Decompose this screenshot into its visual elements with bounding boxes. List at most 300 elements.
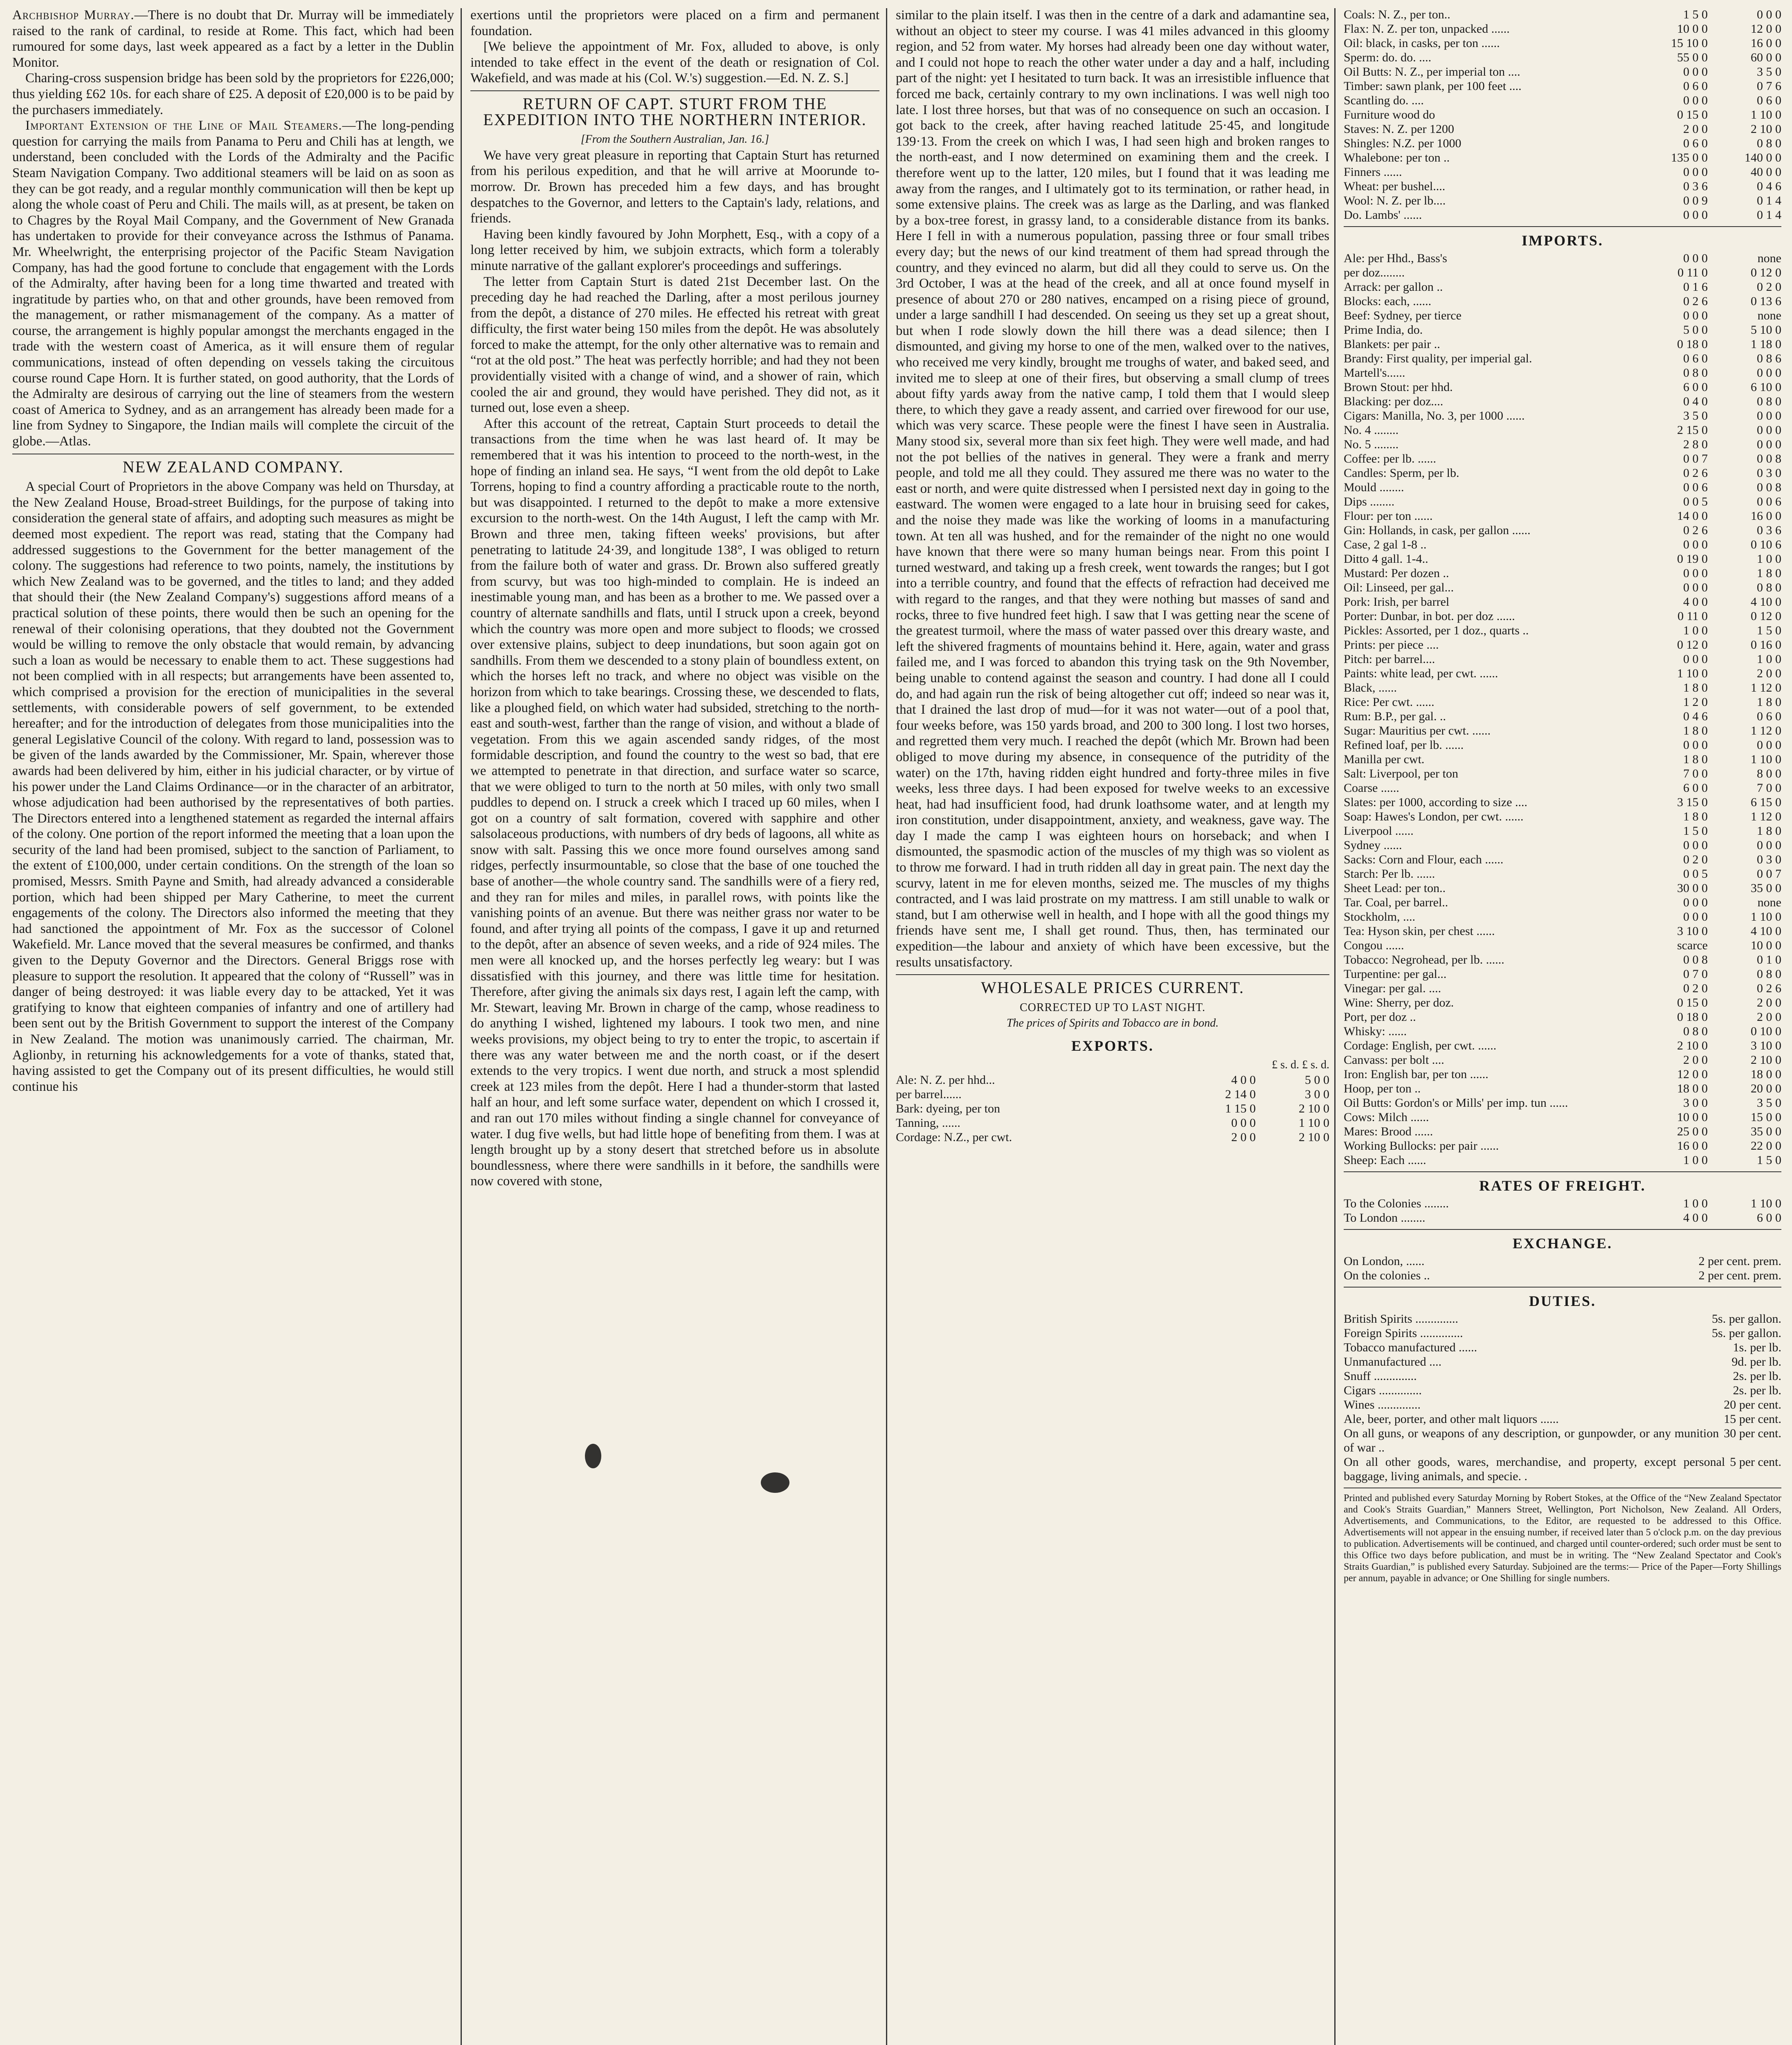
price-row: [1344, 1067, 1781, 1081]
price-item: Oil: black, in casks, per ton ......: [1344, 36, 1500, 50]
price-low: 1 15 0: [1225, 1102, 1256, 1116]
price-item: Dips ........: [1344, 495, 1395, 508]
price-high: 140 0 0: [1745, 151, 1781, 164]
price-item: Black, ......: [1344, 681, 1397, 694]
price-low: 2 0 0: [1683, 1053, 1708, 1067]
article-archbishop-body: —There is no doubt that Dr. Murray will be immediately raised to the rank of cardinal, to reside at Rome. This fact, which had been rumoured for some days, last week appeared as a fact by a letter in the Dublin Monitor.: [12, 8, 454, 70]
rate-value: 30 per cent.: [1724, 1427, 1781, 1440]
price-row: [1344, 695, 1781, 709]
price-item: Sheet Lead: per ton..: [1344, 881, 1446, 895]
price-row: [1344, 824, 1781, 838]
heading-capt-sturt: RETURN OF CAPT. STURT FROM THE EXPEDITION INTO THE NORTHERN INTERIOR.: [483, 94, 867, 129]
article-archbishop-lead: Archbishop Murray.: [12, 8, 135, 22]
price-low: 10 0 0: [1677, 1110, 1708, 1124]
price-high: 60 0 0: [1751, 51, 1781, 64]
price-low: 1 5 0: [1683, 824, 1708, 838]
price-row: [1344, 251, 1781, 265]
price-row: [1344, 537, 1781, 552]
price-low: 3 0 0: [1683, 1096, 1708, 1110]
price-high: 0 12 0: [1751, 266, 1781, 279]
price-high: 0 6 0: [1757, 94, 1781, 107]
price-item: Working Bullocks: per pair ......: [1344, 1139, 1499, 1153]
heading-imports: IMPORTS.: [1522, 232, 1603, 249]
price-row: [1344, 895, 1781, 910]
price-row: [1344, 308, 1781, 323]
price-high: 1 0 0: [1757, 652, 1781, 666]
price-high: 2 0 0: [1757, 996, 1781, 1009]
price-row: [1344, 595, 1781, 609]
price-high: 1 5 0: [1757, 1153, 1781, 1167]
price-row: [1344, 122, 1781, 136]
price-low: 3 5 0: [1683, 409, 1708, 422]
price-low: 1 0 0: [1683, 1197, 1708, 1210]
exports-currency-header: £ s. d. £ s. d.: [1272, 1058, 1329, 1071]
rate-item: Ale, beer, porter, and other malt liquors ......: [1344, 1412, 1559, 1426]
wholesale-subtitle: CORRECTED UP TO LAST NIGHT.: [1019, 1001, 1206, 1014]
rate-value: 5s. per gallon.: [1712, 1326, 1781, 1340]
price-row: [1344, 480, 1781, 494]
article-mail-steamers: [12, 118, 454, 449]
rate-value: 15 per cent.: [1724, 1412, 1781, 1426]
price-high: 12 0 0: [1751, 22, 1781, 36]
exports-table-cont: [1344, 7, 1781, 222]
price-item: Refined loaf, per lb. ......: [1344, 738, 1464, 752]
price-low: 55 0 0: [1677, 51, 1708, 64]
price-row: [1344, 280, 1781, 294]
price-low: 2 10 0: [1677, 1039, 1708, 1052]
price-low: 18 0 0: [1677, 1082, 1708, 1095]
price-high: 0 8 0: [1757, 967, 1781, 981]
price-low: 0 0 0: [1683, 838, 1708, 852]
price-row: [896, 1101, 1329, 1116]
price-high: 6 10 0: [1751, 380, 1781, 394]
price-item: Manilla per cwt.: [1344, 753, 1425, 766]
price-row: [1344, 93, 1781, 108]
price-high: 6 0 0: [1757, 1211, 1781, 1225]
price-high: 2 0 0: [1757, 667, 1781, 680]
price-high: 0 0 7: [1757, 867, 1781, 881]
price-high: 15 0 0: [1751, 1110, 1781, 1124]
price-high: 0 3 0: [1757, 853, 1781, 866]
price-item: Whalebone: per ton ..: [1344, 151, 1450, 164]
article-charing-cross: Charing-cross suspension bridge has been sold by the proprietors for £226,000; thus yielding £62 10s. for each share of £25. A deposit of £20,000 is to be paid by the purchasers immediately.: [12, 71, 454, 117]
price-low: 4 0 0: [1231, 1073, 1256, 1087]
price-row: [1344, 795, 1781, 809]
price-item: Flour: per ton ......: [1344, 509, 1433, 523]
price-high: 3 5 0: [1757, 65, 1781, 79]
price-low: 12 0 0: [1677, 1067, 1708, 1081]
price-high: 0 4 6: [1757, 180, 1781, 193]
rate-value: 5s. per gallon.: [1712, 1312, 1781, 1326]
price-low: 0 18 0: [1677, 337, 1708, 351]
price-row: [1344, 1053, 1781, 1067]
price-high: 0 1 4: [1757, 194, 1781, 207]
rate-item: Unmanufactured ....: [1344, 1355, 1442, 1369]
price-high: 0 13 6: [1751, 294, 1781, 308]
price-high: 18 0 0: [1751, 1067, 1781, 1081]
price-row: [1344, 193, 1781, 208]
price-row: [1344, 151, 1781, 165]
price-low: 2 15 0: [1677, 423, 1708, 437]
sturt-p5: similar to the plain itself. I was then in the centre of a dark and adamantine sea, without an object to steer my course. I was 41 miles advanced in this gloomy region, and 52 from water. My horses had already been one day without water, and I could not hope to reach the other water under a day and a half, including part of the night: yet I hesitated to turn back. It was an irresistible influence that forced me back, certainly contrary to my own inclinations. I was well nigh too late. I lost three horses, but that was of no consequence on such an occasion. I got back to the creek, after having reached latitude 25·45, and longitude 139·13. From the creek on which I was, I had seen high and broken ranges to the north-east, and I now determined on examining them and the creek. I therefore went up to the latter, 120 miles, but I found that it was leading me away from the ranges, and I ultimately got to its termination, or rather head, in some extensive plains. The creek was as large as the Darling, and was flanked by a box-tree forest, in grassy land, to a considerable distance from its banks. Here I fell in with a numerous population, passing three or four small tribes every day; but the news of our kind treatment of them had spread through the country, and they evinced no alarm, but did all they could to serve us. On the 3rd October, I was at the head of the creek, and all at once found myself in presence of about 270 or 280 natives, encamped on a rising piece of ground, under a large sandhill I had descended. On seeing us they set up a great shout, but when I rode slowly down the hill there was a dead silence; then I dismounted, and giving my horse to one of the men, walked over to the natives, who received me very kindly, brought me troughs of water, and baked seed, and invited me to sleep at one of their fires, but observing a small clump of trees about fifty yards away from the native camp, I told them that I would sleep there, to which they gave a ready assent, and carried over firewood for our use, which was very scarce. These people were the finest I have seen in Australia. Many stood six, several more than six feet high. They were well made, and had not the pot bellies of the natives in general. They were a frank and merry people, and told me all they could. They assured me there was no water to the east or north, and were quite distressed when I persisted next day in going to the eastward. The women were engaged to a late hour in bruising seed for cakes, and the noise they made was like the working of looms in a manufacturing town. At ten all was hushed, and for the remainder of the night no one would have known that there were so many human beings near. From this point I turned westward, and taking up a fresh creek, went towards the ranges; but I got into a terrible country, and found that the effects of refraction had deceived me with regard to the ranges, and that they were nothing but masses of sand and rocks, three to five hundred feet high. I saw that I was getting near the scene of the greatest turmoil, where the mass of water passed over this dreary waste, and left the shivered fragments of mountains behind it. Here, again, water and grass failed me, and I was forced to abandon this trying task on the 9th November, being unable to contend against the season and country. I had done all I could do, and had again run the risk of being altogether cut off; indeed so near was it, that I drained the last drop of mud—for it was not water—out of a pool that, four weeks before, was 150 yards broad, and 200 to 300 long. I lost two horses, and regretted them very much. I reached the depôt (which Mr. Brown had been obliged to move during my absence, in consequence of the putridity of the water) on the 17th, having ridden eight hundred and forty-three miles in five weeks, less three days. I had been exposed for twelve weeks to an excessive heat, had had insufficient food, had drunk loathsome water, and at length my iron constitution, under disappointment, anxiety, and weakness, gave way. The day I made the camp I was eighteen hours on horseback; and when I dismounted, the spasmodic action of the muscles of my thigh was so violent as to throw me forward. I had in truth ridden all day in great pain. The next day the scurvy, latent in me for eleven months, seized me. The muscles of my thighs contracted, and I was laid prostrate on my mattress. I am still unable to walk or stand, but I am otherwise well in health, and I hope with all the good things my friends have sent me, I shall get round. Thus, then, has terminated our expedition—the labour and anxiety of which have been excessive, but the results unsatisfactory.: [896, 8, 1329, 970]
price-high: none: [1757, 252, 1781, 265]
duties-list: [1344, 1312, 1781, 1483]
price-high: 0 3 6: [1757, 524, 1781, 537]
price-row: [1344, 996, 1781, 1010]
price-low: 15 10 0: [1671, 36, 1708, 50]
rate-value: 1s. per lb.: [1733, 1341, 1781, 1354]
heading-exchange: EXCHANGE.: [1512, 1235, 1613, 1252]
price-high: 0 8 0: [1757, 581, 1781, 594]
exports-table: [896, 1073, 1329, 1144]
price-row: [1344, 437, 1781, 452]
price-row: [1344, 466, 1781, 480]
price-item: Coals: N. Z., per ton..: [1344, 8, 1450, 21]
price-item: Wheat: per bushel....: [1344, 180, 1446, 193]
rate-item: On London, ......: [1344, 1254, 1425, 1268]
price-item: No. 4 ........: [1344, 423, 1399, 437]
price-low: 3 10 0: [1677, 924, 1708, 938]
price-low: 0 0 0: [1683, 738, 1708, 752]
price-low: 0 4 6: [1683, 710, 1708, 723]
price-high: none: [1757, 896, 1781, 909]
price-low: 1 8 0: [1683, 724, 1708, 737]
rate-row: [1344, 1340, 1781, 1355]
price-high: 0 7 6: [1757, 79, 1781, 93]
price-item: Starch: Per lb. ......: [1344, 867, 1435, 881]
price-item: Liverpool ......: [1344, 824, 1414, 838]
wholesale-note: The prices of Spirits and Tobacco are in bond.: [1006, 1017, 1219, 1030]
price-high: 2 10 0: [1299, 1102, 1329, 1116]
price-low: 0 19 0: [1677, 552, 1708, 566]
price-low: 2 8 0: [1683, 438, 1708, 451]
price-item: Turpentine: per gal...: [1344, 967, 1447, 981]
price-item: Paints: white lead, per cwt. ......: [1344, 667, 1498, 680]
price-high: 1 12 0: [1751, 810, 1781, 823]
imports-table: [1344, 251, 1781, 1167]
divider: [1344, 1287, 1781, 1288]
price-item: Salt: Liverpool, per ton: [1344, 767, 1458, 780]
price-item: Congou ......: [1344, 939, 1404, 952]
price-row: [1344, 981, 1781, 996]
price-row: [1344, 208, 1781, 222]
price-high: 1 8 0: [1757, 695, 1781, 709]
column-1: [12, 7, 454, 2045]
price-item: Candles: Sperm, per lb.: [1344, 466, 1459, 480]
price-high: 0 1 0: [1757, 953, 1781, 966]
price-row: [1344, 179, 1781, 193]
price-low: 1 10 0: [1677, 667, 1708, 680]
price-row: [1344, 681, 1781, 695]
price-row: [1344, 423, 1781, 437]
price-item: Tanning, ......: [896, 1116, 960, 1130]
price-high: 35 0 0: [1751, 1125, 1781, 1138]
price-item: Gin: Hollands, in cask, per gallon ......: [1344, 524, 1531, 537]
price-low: 0 0 5: [1683, 867, 1708, 881]
price-item: Oil Butts: N. Z., per imperial ton ....: [1344, 65, 1520, 79]
price-high: 22 0 0: [1751, 1139, 1781, 1153]
price-row: [1344, 1110, 1781, 1124]
price-item: Slates: per 1000, according to size ....: [1344, 796, 1528, 809]
price-item: Oil Butts: Gordon's or Mills' per imp. tun ......: [1344, 1096, 1568, 1110]
price-row: [1344, 881, 1781, 895]
price-item: Shingles: N.Z. per 1000: [1344, 137, 1461, 150]
price-row: [1344, 494, 1781, 509]
price-low: 1 8 0: [1683, 753, 1708, 766]
price-row: [1344, 852, 1781, 867]
price-row: [1344, 910, 1781, 924]
price-low: 1 8 0: [1683, 810, 1708, 823]
rate-row: [1344, 1455, 1781, 1483]
price-row: [1344, 609, 1781, 623]
price-low: 0 0 0: [1683, 896, 1708, 909]
price-high: 1 10 0: [1299, 1116, 1329, 1130]
column-rule: [461, 8, 462, 2045]
price-item: Timber: sawn plank, per 100 feet ....: [1344, 79, 1522, 93]
price-row: [1344, 351, 1781, 366]
price-item: Coffee: per lb. ......: [1344, 452, 1437, 465]
price-low: 4 0 0: [1683, 595, 1708, 609]
price-row: [1344, 666, 1781, 681]
price-item: Arrack: per gallon ..: [1344, 280, 1443, 294]
price-high: 35 0 0: [1751, 881, 1781, 895]
price-row: [896, 1073, 1329, 1087]
price-low: 14 0 0: [1677, 509, 1708, 523]
price-item: Martell's......: [1344, 366, 1405, 380]
rate-value: 2 per cent. prem.: [1698, 1254, 1781, 1268]
price-high: 0 0 0: [1757, 423, 1781, 437]
price-low: 5 0 0: [1683, 323, 1708, 337]
price-low: 0 11 0: [1677, 609, 1708, 623]
price-high: 2 10 0: [1299, 1130, 1329, 1144]
price-low: 0 0 7: [1683, 452, 1708, 465]
price-high: 0 10 6: [1751, 538, 1781, 551]
price-item: Sheep: Each ......: [1344, 1153, 1426, 1167]
rate-item: Foreign Spirits ..............: [1344, 1326, 1463, 1340]
price-row: [1344, 509, 1781, 523]
price-high: 1 12 0: [1751, 724, 1781, 737]
price-high: 3 10 0: [1751, 1039, 1781, 1052]
article-mail-steamers-body: —The long-pending question for carrying the mails from Panama to Peru and Chili has at length, we understand, been concluded with the Lords of the Admiralty and the Pacific Steam Navigation Company. Two additional steamers will be laid on as soon as they can be got ready, and a regular monthly communication will then be kept up along the whole coast of Peru and Chili. The mails will, as at present, be taken on to Chagres by the Royal Mail Company, and the Government of New Granada has undertaken to provide for their conveyance across the Isthmus of Panama. Mr. Wheelwright, the enterprising projector of the Pacific Steam Navigation Company, has had the good fortune to conclude that engagement with the Lords of the Admiralty, after having been for a long time thwarted and treated with ingratitude by parties who, on that and other grounds, have been removed from the management, or rather mismanagement of the company. As a matter of course, the arrangement is highly popular amongst the merchants engaged in the trade with the western coast of America, as it will ensure them of regular communications, instead of often depending on vessels taking the circuitous course round Cape Horn. It is further stated, on good authority, that the Lords of the Admiralty are desirous of carrying out the line of steamers from the western coast of America to Sydney, and as an arrangement has already been made for a line from Sydney to Singapore, the Indian mails will complete the circuit of the globe.—Atlas.: [12, 118, 454, 449]
price-row: [1344, 79, 1781, 93]
divider: [1344, 1171, 1781, 1172]
price-high: 3 5 0: [1757, 1096, 1781, 1110]
price-row: [1344, 323, 1781, 337]
price-row: [1344, 65, 1781, 79]
price-high: 0 6 0: [1757, 710, 1781, 723]
price-item: Finners ......: [1344, 165, 1402, 179]
price-high: 0 8 0: [1757, 137, 1781, 150]
price-item: To London ........: [1344, 1211, 1426, 1225]
price-low: 0 0 8: [1683, 953, 1708, 966]
rate-item: Tobacco manufactured ......: [1344, 1341, 1477, 1354]
price-low: 25 0 0: [1677, 1125, 1708, 1138]
divider: [1344, 226, 1781, 227]
price-low: 0 6 0: [1683, 137, 1708, 150]
price-item: Beef: Sydney, per tierce: [1344, 309, 1461, 322]
price-row: [1344, 1024, 1781, 1038]
price-low: 0 2 6: [1683, 466, 1708, 480]
divider: [896, 974, 1329, 975]
price-high: 1 8 0: [1757, 824, 1781, 838]
price-high: 0 8 6: [1757, 352, 1781, 365]
sturt-p3: The letter from Captain Sturt is dated 21st December last. On the preceding day he had reached the Darling, after a most perilous journey from the depôt, a distance of 270 miles. He effected his retreat with great difficulty, the first water being 150 miles from the depôt. He was absolutely forced to make the attempt, for the only other alternative was to remain and “rot at the old post.” The heat was perfectly horrible; and had they not been providentially visited with a change of wind, and a shower of rain, which cooled the air and ground, they would have perished. They did not, as it turned out, lose even a sheep.: [470, 274, 879, 416]
price-item: Brandy: First quality, per imperial gal.: [1344, 352, 1532, 365]
price-item: Sydney ......: [1344, 838, 1402, 852]
price-high: 0 2 0: [1757, 280, 1781, 294]
ink-blot: [761, 1472, 789, 1493]
rate-row: [1344, 1326, 1781, 1340]
price-high: 7 0 0: [1757, 781, 1781, 795]
column-rule: [1334, 8, 1336, 2045]
price-low: 0 8 0: [1683, 366, 1708, 380]
price-row: [1344, 294, 1781, 308]
price-low: 0 2 6: [1683, 294, 1708, 308]
rate-value: 2s. per lb.: [1733, 1384, 1781, 1397]
price-low: 10 0 0: [1677, 22, 1708, 36]
price-low: 2 0 0: [1683, 122, 1708, 136]
price-item: No. 5 ........: [1344, 438, 1399, 451]
price-low: 0 0 0: [1683, 581, 1708, 594]
price-item: Blankets: per pair ..: [1344, 337, 1440, 351]
price-low: 0 0 0: [1683, 652, 1708, 666]
rate-value: 2 per cent. prem.: [1698, 1269, 1781, 1282]
price-item: per barrel......: [896, 1088, 962, 1101]
rate-item: On the colonies ..: [1344, 1269, 1430, 1282]
price-high: 40 0 0: [1751, 165, 1781, 179]
price-high: 4 10 0: [1751, 924, 1781, 938]
rate-row: [1344, 1355, 1781, 1369]
price-item: Soap: Hawes's London, per cwt. ......: [1344, 810, 1524, 823]
price-low: 0 0 0: [1683, 208, 1708, 222]
price-row: [896, 1087, 1329, 1101]
price-high: 0 0 8: [1757, 452, 1781, 465]
price-item: Mould ........: [1344, 481, 1404, 494]
price-low: 0 6 0: [1683, 352, 1708, 365]
price-item: Mustard: Per dozen ..: [1344, 566, 1449, 580]
price-item: Pitch: per barrel....: [1344, 652, 1435, 666]
price-row: [1344, 7, 1781, 22]
price-low: 1 5 0: [1683, 8, 1708, 21]
imprint: Printed and published every Saturday Morning by Robert Stokes, at the Office of the “New Zealand Spectator and Cook's Straits Guardian,” Manners Street, Wellington, Port Nicholson, New Zealand. All Orders, Advertisements, and Communications, to the Editor, are requested to be addressed to this Office. Advertisements will not appear in the ensuing number, if received later than 5 o'clock p.m. on the day previous to publication. Advertisements will be continued, and charged until counter-ordered; such order must be sent to this Office two days before publication, and must be in writing. The “New Zealand Spectator and Cook's Straits Guardian,” is published every Saturday. Subjoined are the terms:— Price of the Paper—Forty Shillings per annum, payable in advance; or One Shilling for single numbers.: [1344, 1493, 1781, 1584]
price-low: 0 0 0: [1683, 94, 1708, 107]
price-high: 1 10 0: [1751, 753, 1781, 766]
price-row: [1344, 638, 1781, 652]
price-row: [1344, 838, 1781, 852]
editor-note: [We believe the appointment of Mr. Fox, alluded to above, is only intended to take effect in the event of the death or resignation of Col. Wakefield, and was made at his (Col. W.'s) suggestion.—Ed. N. Z. S.]: [470, 39, 879, 86]
exchange-list: [1344, 1254, 1781, 1283]
price-high: 2 10 0: [1751, 1053, 1781, 1067]
price-item: Port, per doz ..: [1344, 1010, 1416, 1024]
price-item: Rice: Per cwt. ......: [1344, 695, 1434, 709]
column-2: [470, 7, 879, 2045]
price-item: Ale: per Hhd., Bass's: [1344, 252, 1447, 265]
price-item: Cordage: N.Z., per cwt.: [896, 1130, 1012, 1144]
price-high: 1 10 0: [1751, 1197, 1781, 1210]
source-line: [From the Southern Australian, Jan. 16.]: [580, 133, 769, 146]
price-item: Tea: Hyson skin, per chest ......: [1344, 924, 1495, 938]
price-low: 1 8 0: [1683, 681, 1708, 694]
price-row: [1344, 22, 1781, 36]
price-row: [1344, 409, 1781, 423]
rate-row: [1344, 1369, 1781, 1383]
sturt-p2: Having been kindly favoured by John Morphett, Esq., with a copy of a long letter received by him, we subjoin extracts, which form a tolerably minute narrative of the gallant explorer's proceedings and sufferings.: [470, 227, 879, 273]
price-high: 6 15 0: [1751, 796, 1781, 809]
price-low: 6 0 0: [1683, 380, 1708, 394]
price-high: 0 12 0: [1751, 609, 1781, 623]
price-row: [1344, 394, 1781, 409]
price-item: per doz........: [1344, 266, 1405, 279]
price-high: 0 0 0: [1757, 8, 1781, 21]
price-high: 1 0 0: [1757, 552, 1781, 566]
price-low: 0 0 0: [1683, 910, 1708, 924]
sturt-p4: After this account of the retreat, Captain Sturt proceeds to detail the transactions from the time when he was last heard of. It may be remembered that it was his intention to proceed to the north-west, in the hope of finding an inland sea. He says, “I went from the old depôt to Lake Torrens, hoping to find a country affording a practicable route to the north, but was disappointed. I returned to the depôt to make a more extensive excursion to the north-west. On the 14th August, I left the camp with Mr. Brown and three men, taking fifteen weeks' provisions, but after penetrating to latitude 24·39, and longitude 138°, I was obliged to return from the failure both of water and grass. Dr. Brown also suffered greatly from scurvy, but was too high-minded to complain. He is indeed an inestimable young man, and has been as a brother to me. We passed over a country of alternate sandhills and flats, until I struck upon a creek, beyond which the country was more open and more subject to floods; we crossed over extensive plains, subject to deep inundations, but soon again got on sandhills. From them we descended to a stony plain of boundless extent, on which the horses left no track, and where no object was visible on the horizon from which to take bearings. Crossing these, we descended to flats, like a ploughed field, on which water had subsided, stretching to the north-east and south-west, farther than the range of vision, and without a blade of vegetation. From this we again ascended sandy ridges, of the most formidable description, and found the country to the west so bad, that ere we attempted to penetrate in that direction, and surface water so scarce, that we were obliged to turn to the north at 50 miles, with only two small puddles to depend on. I struck a creek which I traced up 60 miles, when I got on a country of salt formation, covered with sapphire and other salsolaceous productions, with numbers of dry beds of lagoons, all white as snow with salt. Passing this we once more found ourselves among sand ridges, perfectly insurmountable, so close that the base of one touched the base of another—the whole country sand. The sandhills were of a fiery red, and they ran for miles and miles, in parallel rows, with points like the vanishing points of an avenue. But there was neither grass nor water to be found, and after trying all points of the compass, I gave it up and returned to the depôt, after an absence of seven weeks, and a ride of 924 miles. The men were all knocked up, and the horses perfectly leg weary: but I was dissatisfied with this journey, and there was little time for hesitation. Therefore, after giving the animals six days rest, I again left the camp, with Mr. Stewart, leaving Mr. Brown in charge of the camp, whose readiness to do anything I wished, lightened my labours. I took two men, and nine weeks provisions, my object being to try to enter the tropic, to ascertain if there was any water between me and the north coast, or if the desert extends to the very tropics. I went due north, and struck a most splendid creek at 123 miles from the depôt. Here I had a thunder-storm that lasted half an hour, and left some surface water, dependent on which I crossed it, and ran out 170 miles without finding a single channel for conveyance of water. I dug five wells, but had little hope of benefiting from them. I was at length brought up by a stony desert that stretched before us in absolute boundlessness, where there were sandhills in it before, the sandhills were now covered with stone,: [470, 416, 879, 1189]
price-item: Blocks: each, ......: [1344, 294, 1432, 308]
price-high: 0 0 0: [1757, 738, 1781, 752]
price-row: [1344, 165, 1781, 179]
price-high: 0 1 4: [1757, 208, 1781, 222]
price-high: 0 2 6: [1757, 982, 1781, 995]
price-low: 0 2 0: [1683, 853, 1708, 866]
price-low: 16 0 0: [1677, 1139, 1708, 1153]
heading-freight: RATES OF FREIGHT.: [1479, 1178, 1646, 1194]
price-high: 2 0 0: [1757, 1010, 1781, 1024]
price-row: [1344, 1096, 1781, 1110]
price-item: Furniture wood do: [1344, 108, 1435, 121]
price-high: 0 16 0: [1751, 638, 1781, 652]
price-item: Iron: English bar, per ton ......: [1344, 1067, 1488, 1081]
heading-nz-company: NEW ZEALAND COMPANY.: [122, 457, 344, 476]
ink-blot: [585, 1444, 601, 1468]
price-row: [1344, 967, 1781, 981]
price-item: Pickles: Assorted, per 1 doz., quarts ..: [1344, 624, 1529, 637]
price-low: 0 0 0: [1683, 65, 1708, 79]
divider: [1344, 1229, 1781, 1230]
price-low: 4 0 0: [1683, 1211, 1708, 1225]
price-item: Ditto 4 gall. 1-4..: [1344, 552, 1428, 566]
price-item: Sperm: do. do. ....: [1344, 51, 1432, 64]
rate-value: 9d. per lb.: [1731, 1355, 1781, 1369]
price-row: [1344, 552, 1781, 566]
rate-row: [1344, 1426, 1781, 1455]
price-high: 0 10 0: [1751, 1025, 1781, 1038]
price-row: [1344, 809, 1781, 824]
price-row: [1344, 1081, 1781, 1096]
price-high: 1 8 0: [1757, 566, 1781, 580]
rate-row: [1344, 1383, 1781, 1398]
price-low: 0 12 0: [1677, 638, 1708, 652]
price-row: [1344, 1196, 1781, 1211]
sturt-p1: We have very great pleasure in reporting that Captain Sturt has returned from his perilous expedition, and that he will arrive at Moorunde to-morrow. Dr. Brown has preceded him a few days, and has brought despatches to the Governor, and letters to the Captain's lady, relations, and friends.: [470, 148, 879, 226]
price-low: 0 7 0: [1683, 967, 1708, 981]
price-high: 0 8 0: [1757, 395, 1781, 408]
price-row: [1344, 781, 1781, 795]
price-high: 5 0 0: [1305, 1073, 1329, 1087]
price-high: 16 0 0: [1751, 509, 1781, 523]
price-row: [1344, 752, 1781, 766]
price-low: 0 11 0: [1677, 266, 1708, 279]
price-item: Mares: Brood ......: [1344, 1125, 1433, 1138]
price-low: 0 18 0: [1677, 1010, 1708, 1024]
price-item: Hoop, per ton ..: [1344, 1082, 1421, 1095]
price-row: [1344, 738, 1781, 752]
price-row: [1344, 766, 1781, 781]
price-low: 0 8 0: [1683, 1025, 1708, 1038]
price-item: Rum: B.P., per gal. ..: [1344, 710, 1446, 723]
price-high: 2 10 0: [1751, 122, 1781, 136]
price-item: Bark: dyeing, per ton: [896, 1102, 1000, 1116]
price-row: [896, 1130, 1329, 1144]
